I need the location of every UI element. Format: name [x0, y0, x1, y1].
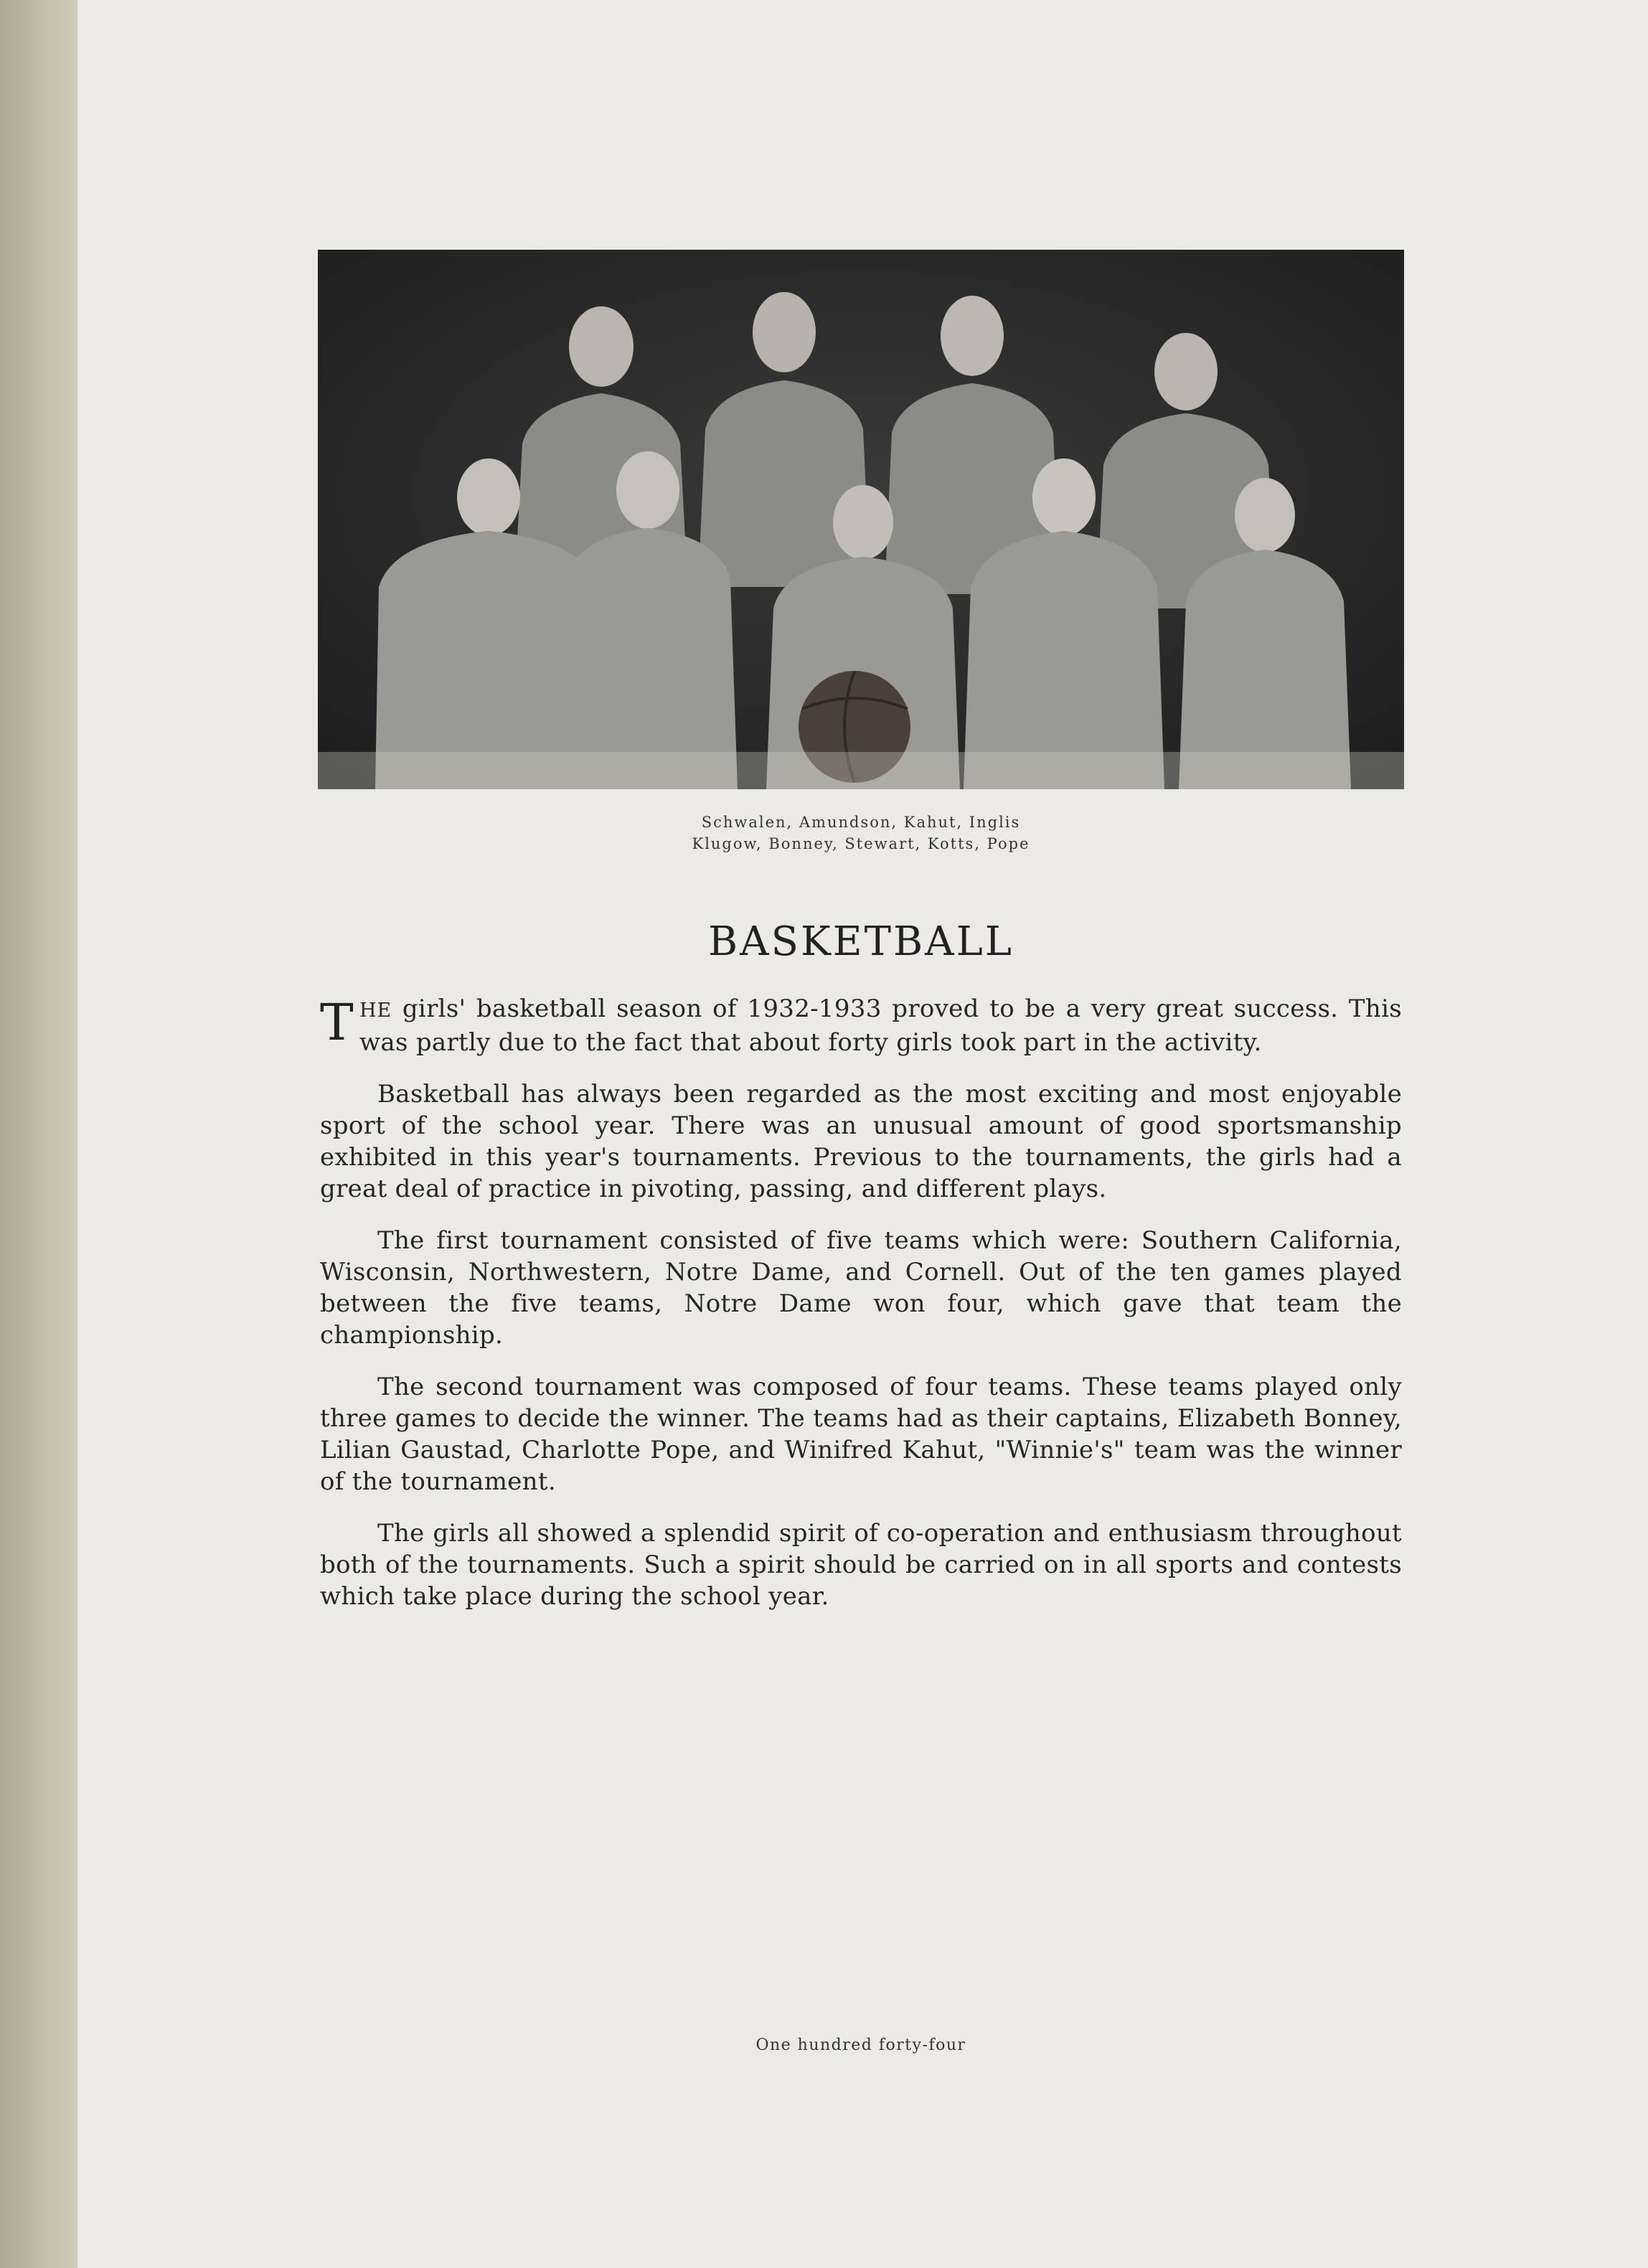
- paragraph-4: The second tournament was composed of four teams. These teams played only three games to decide the winner. The teams had as their captains, Elizabeth Bonney, Lilian Gaustad, Charlotte Pope, and Winifred Kahut, "Winnie's" team was the winner of the tournament.: [320, 1373, 1402, 1496]
- drop-cap: T: [320, 993, 354, 1052]
- paragraph-1: [320, 993, 1402, 1058]
- small-caps-lead: HE: [359, 999, 392, 1022]
- paragraph-1-text: girls' basketball season of 1932-1933 proved to be a very great success. This was partly due to the fact that about forty girls took part in the activity.: [359, 994, 1402, 1057]
- paragraph-3: The first tournament consisted of five teams which were: Southern California, Wisconsin, Northwestern, Notre Dame, and Cornell. Out of the ten games played between the five teams, Notre Dame won four, which gave that team the championship.: [320, 1226, 1402, 1350]
- page-number: One hundred forty-four: [755, 2036, 966, 2054]
- paragraph-2: Basketball has always been regarded as the most exciting and most enjoyable sport of the school year. There was an unusual amount of good sportsmanship exhibited in this year's tournaments. Previous to the tournaments, the girls had a great deal of practice in pivoting, passing, and different plays.: [320, 1080, 1402, 1203]
- page-binding-edge: [0, 0, 77, 2268]
- yearbook-page: [77, 0, 1648, 2268]
- page-heading: BASKETBALL: [708, 918, 1014, 965]
- photo-caption-back-row: Schwalen, Amundson, Kahut, Inglis: [701, 814, 1021, 831]
- team-photo-illustration: [318, 250, 1404, 789]
- team-photo: [318, 250, 1404, 789]
- paragraph-5: The girls all showed a splendid spirit of co-operation and enthusiasm throughout both of the tournaments. Such a spirit should be carried on in all sports and contests which take place during the school year.: [320, 1519, 1402, 1611]
- article-body: [320, 993, 1402, 1632]
- photo-caption-front-row: Klugow, Bonney, Stewart, Kotts, Pope: [692, 835, 1030, 852]
